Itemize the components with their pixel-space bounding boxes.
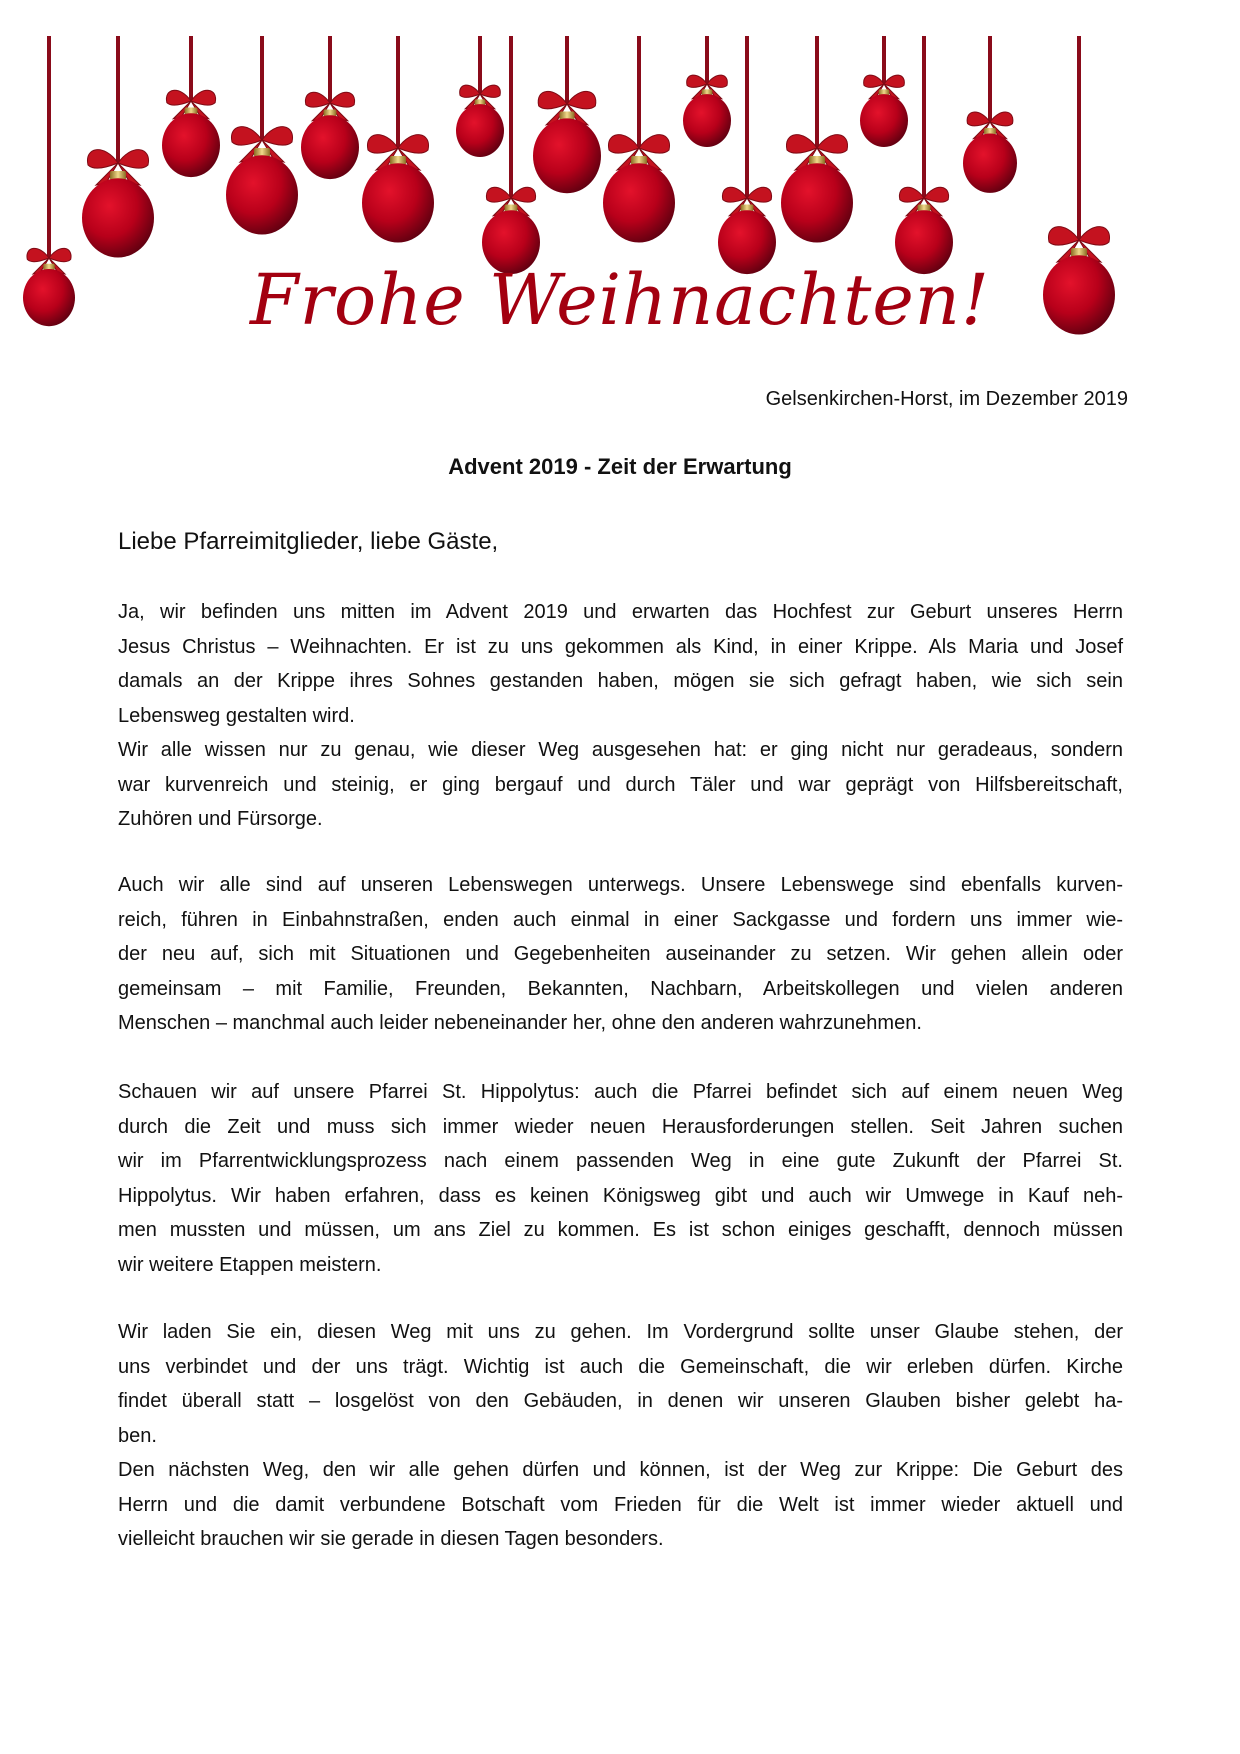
paragraph-2 (118, 868, 1123, 1041)
bauble-ball (963, 133, 1017, 192)
text-line: men mussten und müssen, um ans Ziel zu kommen. Es ist schon einiges geschafft, dennoch müssen (118, 1219, 1123, 1241)
bauble-ornament (456, 36, 504, 157)
bauble-ball (860, 94, 908, 147)
text-line: Lebensweg gestalten wird. (118, 704, 355, 727)
ribbon-string (922, 36, 926, 198)
text-line: Zuhören und Fürsorge. (118, 808, 323, 830)
text-line: wir weitere Etappen meistern. (118, 1253, 382, 1276)
text-line: der neu auf, sich mit Situationen und Gegebenheiten auseinander zu setzen. Wir gehen allein oder (118, 943, 1123, 965)
ribbon-string (396, 36, 400, 148)
bauble-ball (362, 163, 434, 242)
greeting-headline: Frohe Weihnachten! (250, 259, 990, 341)
bauble-ornament (718, 36, 776, 274)
bauble-ornament (162, 36, 220, 177)
text-line: Herrn und die damit verbundene Botschaft vom Frieden für die Welt ist immer wieder aktuell und (118, 1493, 1123, 1516)
bauble-ornament (683, 36, 731, 147)
bauble-ball (533, 118, 601, 193)
bauble-ornament (963, 36, 1017, 193)
ribbon-string (637, 36, 641, 148)
text-line: findet überall statt – losgelöst von den Gebäuden, in denen wir unseren Glauben bisher gelebt ha- (118, 1390, 1123, 1412)
ribbon-string (815, 36, 819, 148)
text-line: Wir laden Sie ein, diesen Weg mit uns zu gehen. Im Vordergrund sollte unser Glaube stehen, der (118, 1321, 1123, 1343)
bauble-ornament (895, 36, 953, 274)
bauble-ball (82, 178, 154, 257)
ribbon-string (988, 36, 992, 122)
ribbon-string (116, 36, 120, 163)
bauble-ball (162, 113, 220, 177)
bauble-ornament (301, 36, 359, 179)
text-line: Ja, wir befinden uns mitten im Advent 2019 und erwarten das Hochfest zur Geburt unseres Herrn (118, 601, 1123, 623)
text-line: Den nächsten Weg, den wir alle gehen dürfen und können, ist der Weg zur Krippe: Die Geburt des (118, 1459, 1123, 1481)
bauble-ball (603, 163, 675, 242)
text-line: Wir alle wissen nur zu genau, wie dieser Weg ausgesehen hat: er ging nicht nur geradeaus, sondern (118, 739, 1123, 761)
text-line: Schauen wir auf unsere Pfarrei St. Hippolytus: auch die Pfarrei befindet sich auf einem neuen Weg (118, 1081, 1123, 1103)
paragraph-1 (118, 595, 1123, 837)
paragraph-3 (118, 1075, 1123, 1282)
ribbon-string (565, 36, 569, 104)
text-line: damals an der Krippe ihres Sohnes gestanden haben, mögen sie sich gefragt haben, wie sich sein (118, 670, 1123, 692)
letter-title: Advent 2019 - Zeit der Erwartung (448, 454, 792, 479)
text-line: Hippolytus. Wir haben erfahren, dass es keinen Königsweg gibt und auch wir Umwege in Kauf neh- (118, 1184, 1123, 1207)
ribbon-string (260, 36, 264, 140)
bauble-ball (456, 104, 504, 157)
text-line: vielleicht brauchen wir sie gerade in diesen Tagen besonders. (118, 1528, 664, 1550)
ribbon-string (189, 36, 193, 101)
text-line: reich, führen in Einbahnstraßen, enden auch einmal in einer Sackgasse und fordern uns immer wie- (118, 908, 1123, 931)
bauble-ornament (362, 36, 434, 242)
text-line: war kurvenreich und steinig, er ging bergauf und durch Täler und war geprägt von Hilfsbereitschaft, (118, 773, 1123, 796)
bauble-ball (301, 115, 359, 179)
bauble-ornament (82, 36, 154, 257)
text-line: ben. (118, 1424, 157, 1447)
ribbon-string (1077, 36, 1081, 240)
dateline: Gelsenkirchen-Horst, im Dezember 2019 (765, 388, 1128, 410)
bauble-ornament (781, 36, 853, 242)
bauble-ornament (482, 36, 540, 274)
text-line: gemeinsam – mit Familie, Freunden, Bekannten, Nachbarn, Arbeitskollegen und vielen anderen (118, 977, 1123, 1000)
paragraph-4 (118, 1315, 1123, 1557)
ribbon-string (47, 36, 51, 258)
ribbon-string (478, 36, 482, 94)
ribbon-string (509, 36, 513, 198)
text-line: uns verbindet und der uns trägt. Wichtig ist auch die Gemeinschaft, die wir erleben dürfen. Kirche (118, 1355, 1123, 1378)
bauble-ball (683, 94, 731, 147)
text-line: durch die Zeit und muss sich immer wieder neuen Herausforderungen stellen. Seit Jahren suchen (118, 1115, 1123, 1138)
bauble-ball (781, 163, 853, 242)
text-line: wir im Pfarrentwicklungsprozess nach einem passenden Weg in eine gute Zukunft der Pfarrei St. (118, 1150, 1123, 1172)
bauble-ornament (603, 36, 675, 242)
ribbon-string (328, 36, 332, 103)
bauble-ornament (226, 36, 298, 234)
salutation: Liebe Pfarreimitglieder, liebe Gäste, (118, 528, 499, 555)
text-line: Jesus Christus – Weihnachten. Er ist zu uns gekommen als Kind, in einer Krippe. Als Maria und Josef (118, 635, 1123, 658)
ribbon-string (705, 36, 709, 84)
bauble-ornament (533, 36, 601, 193)
text-line: Auch wir alle sind auf unseren Lebenswegen unterwegs. Unsere Lebenswege sind ebenfalls kurven- (118, 874, 1123, 896)
ribbon-string (882, 36, 886, 84)
ribbon-string (745, 36, 749, 198)
text-line: Menschen – manchmal auch leider nebeneinander her, ohne den anderen wahrzunehmen. (118, 1012, 922, 1034)
bauble-ornament (860, 36, 908, 147)
bauble-ball (226, 155, 298, 234)
